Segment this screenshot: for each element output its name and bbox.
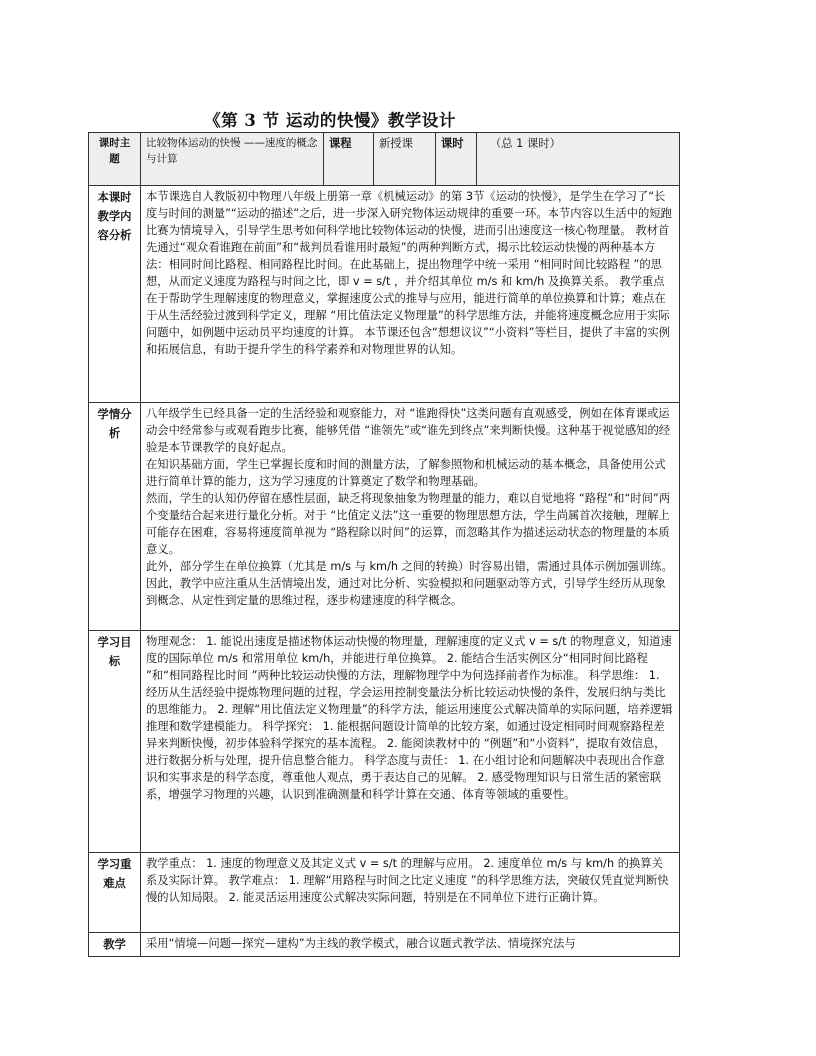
period-label: 课时 — [436, 133, 477, 186]
section-label: 学情分析 — [89, 403, 141, 631]
paragraph: 此外，部分学生在单位换算（尤其是 m/s 与 km/h 之间的转换）时容易出错，需通过具体示例加强训练。因此，教学中应注重从生活情境出发，通过对比分析、实验模拟和问题驱动等方式，引导学生经历从现象到概念、从定性到定量的思维过程，逐步构建速度的科学概念。 — [146, 560, 673, 607]
header-row — [89, 133, 680, 186]
section-learning-objectives — [89, 631, 680, 853]
section-body — [141, 186, 680, 403]
section-label: 学习重难点 — [89, 853, 141, 933]
section-student-analysis — [89, 403, 680, 631]
section-body — [141, 933, 680, 957]
paragraph: 然而，学生的认知仍停留在感性层面，缺乏将现象抽象为物理量的能力，难以自觉地将 “路程”和“时间”两个变量结合起来进行量化分析。对于 “比值定义法”这一重要的物理思想方法，学生尚属首次接触，理解上可能存在困难，容易将速度简单视为 “路程除以时间”的运算，而忽略其作为描述运动状态的物理量的本质意义。 — [146, 492, 671, 556]
paragraph: 采用“情境—问题—探究—建构”为主线的教学模式，融合议题式教学法、情境探究法与 — [146, 937, 576, 950]
section-body — [141, 853, 680, 933]
section-teaching-methods — [89, 933, 680, 957]
section-body — [141, 403, 680, 631]
section-label: 学习目标 — [89, 631, 141, 853]
paragraph: 物理观念： 1. 能说出速度是描述物体运动快慢的物理量，理解速度的定义式 v = s/t 的物理意义，知道速度的国际单位 m/s 和常用单位 km/h，并能进行单位换算。 2. 能结合生活实例区分“相同时间比路程 ”和“相同路程比时间 ”两种比较运动快慢的方法，理解物理学中为何选择前者作为标准。 科学思维： 1. 经历从生活经验中提炼物理问题的过程，学会运用控制变量法分析比较运动快慢的条件，发展归纳与类比的思维能力。 2. 理解“用比值法定义物理量”的科学方法，能运用速度公式解决简单的实际问题，培养逻辑推理和数学建模能力。 科学探究： 1. 能根据问题设计简单的比较方案，如通过设定相同时间观察路程差异来判断快慢，初步体验科学探究的基本流程。 2. 能阅读教材中的 “例题”和“小资料”，提取有效信息，进行数据分析与处理，提升信息整合能力。 科学态度与责任： 1. 在小组讨论和问题解决中表现出合作意识和实事求是的科学态度，尊重他人观点，勇于表达自己的见解。 2. 感受物理知识与日常生活的紧密联系，增强学习物理的兴趣，认识到准确测量和科学计算在交通、体育等领域的重要性。 — [146, 635, 673, 801]
lesson-plan-table — [88, 132, 680, 957]
period-value: （总 1 课时） — [477, 133, 680, 186]
section-content-analysis — [89, 186, 680, 403]
course-label: 课程 — [324, 133, 374, 186]
section-label: 教学 — [89, 933, 141, 957]
section-label: 本课时教学内容分析 — [89, 186, 141, 403]
paragraph: 八年级学生已经具备一定的生活经验和观察能力，对 “谁跑得快”这类问题有直观感受，例如在体育课或运动会中经常参与或观看跑步比赛，能够凭借 “谁领先”或“谁先到终点”来判断快慢。这种基于视觉感知的经验是本节课教学的良好起点。 — [146, 407, 671, 454]
paragraph: 本节课选自人教版初中物理八年级上册第一章《机械运动》的第 3节《运动的快慢》，是学生在学习了“长度与时间的测量”“运动的描述”之后，进一步深入研究物体运动规律的重要一环。本节内容以生活中的短跑比赛为情境导入，引导学生思考如何科学地比较物体运动的快慢，进而引出速度这一核心物理量。 教材首先通过“观众看谁跑在前面”和“裁判员看谁用时最短”的两种判断方式，揭示比较运动快慢的两种基本方法：相同时间比路程、相同路程比时间。在此基础上，提出物理学中统一采用 “相同时间比较路程 ”的思想，从而定义速度为路程与时间之比，即 v = s/t ，并介绍其单位 m/s 和 km/h 及换算关系。 教学重点在于帮助学生理解速度的物理意义，掌握速度公式的推导与应用，能进行简单的单位换算和计算；难点在于从生活经验过渡到科学定义，理解 “用比值法定义物理量”的科学思维方法，并能将速度概念应用于实际问题中，如例题中运动员平均速度的计算。 本节课还包含“想想议议”“小资料”等栏目，提供了丰富的实例和拓展信息，有助于提升学生的科学素养和对物理世界的认知。 — [146, 190, 672, 356]
paragraph: 在知识基础方面，学生已掌握长度和时间的测量方法，了解参照物和机械运动的基本概念，具备使用公式进行简单计算的能力，这为学习速度的计算奠定了数学和物理基础。 — [146, 458, 666, 488]
topic-value: 比较物体运动的快慢 ——速度的概念与计算 — [141, 133, 324, 186]
course-value: 新授课 — [374, 133, 436, 186]
paragraph: 教学重点： 1. 速度的物理意义及其定义式 v = s/t 的理解与应用。 2. 速度单位 m/s 与 km/h 的换算关系及实际计算。 教学难点： 1. 理解“用路程与时间之比定义速度 ”的科学思维方法，突破仅凭直觉判断快慢的认知局限。 2. 能灵活运用速度公式解决实际问题，特别是在不同单位下进行正确计算。 — [146, 857, 669, 904]
document-title: 《第 3 节 运动的快慢》教学设计 — [204, 111, 456, 130]
section-body — [141, 631, 680, 853]
topic-label: 课时主题 — [89, 133, 141, 186]
section-key-difficulties — [89, 853, 680, 933]
